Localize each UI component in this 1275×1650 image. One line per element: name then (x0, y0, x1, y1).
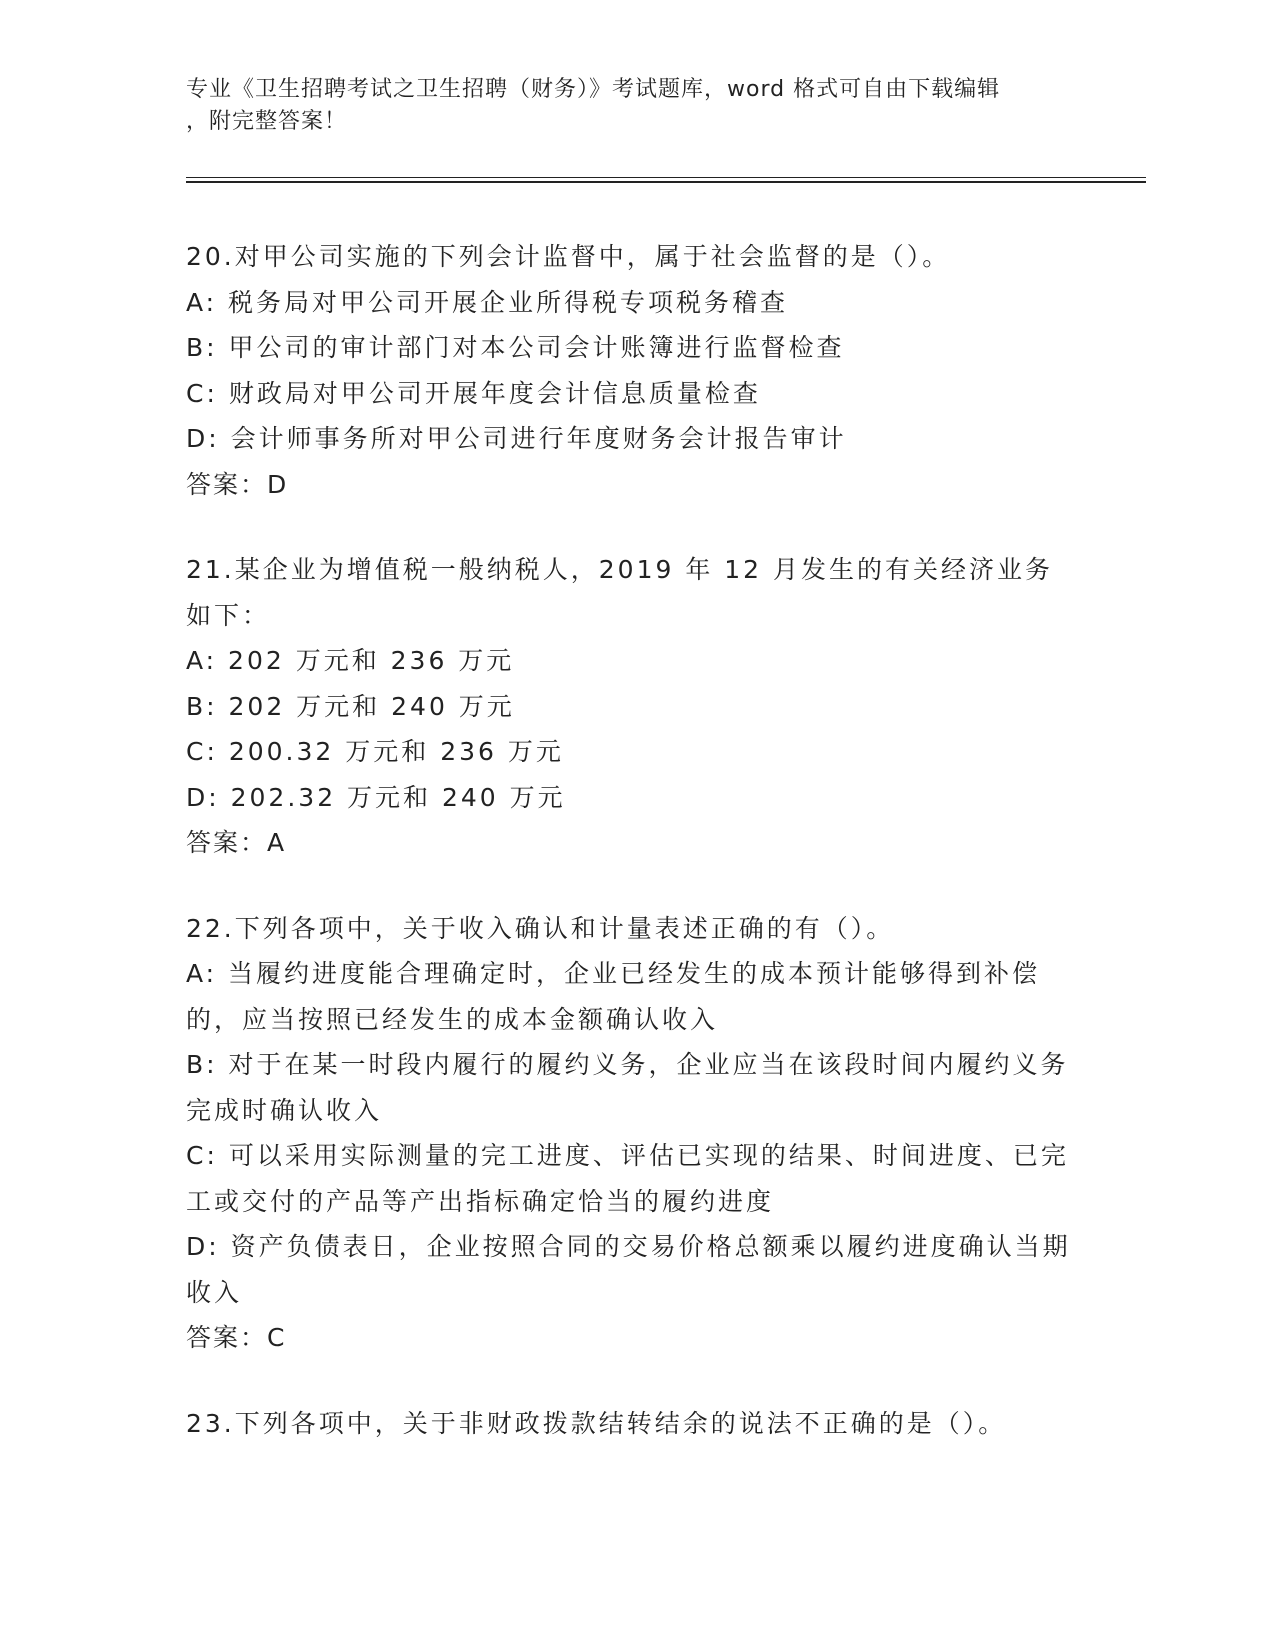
option-b: B: 对于在某一时段内履行的履约义务，企业应当在该段时间内履约义务完成时确认收入 (186, 1050, 1069, 1125)
option-d: D: 202.32 万元和 240 万元 (186, 782, 566, 812)
header-divider-thick (186, 181, 1146, 183)
question-22 (186, 906, 1076, 1361)
option-b: B: 甲公司的审计部门对本公司会计账簿进行监督检查 (186, 333, 845, 362)
question-stem: 23.下列各项中，关于非财政拨款结转结余的说法不正确的是（）。 (186, 1408, 1007, 1438)
answer-label: 答案：A (186, 828, 287, 857)
question-stem: 22.下列各项中，关于收入确认和计量表述正确的有（）。 (186, 913, 895, 943)
question-21 (186, 547, 1076, 866)
answer-label: 答案：C (186, 1323, 287, 1352)
option-d: D: 会计师事务所对甲公司进行年度财务会计报告审计 (186, 424, 847, 453)
question-list (186, 234, 1076, 1486)
question-stem: 20.对甲公司实施的下列会计监督中，属于社会监督的是（）。 (186, 242, 951, 271)
option-b: B: 202 万元和 240 万元 (186, 691, 515, 721)
question-stem: 21.某企业为增值税一般纳税人，2019 年 12 月发生的有关经济业务如下： (186, 555, 1054, 630)
header-line-2: ，附完整答案！ (186, 109, 348, 134)
option-c: C: 财政局对甲公司开展年度会计信息质量检查 (186, 378, 761, 408)
question-23 (186, 1401, 1076, 1447)
question-20 (186, 234, 1076, 507)
option-a: A: 202 万元和 236 万元 (186, 646, 515, 675)
option-d: D: 资产负债表日，企业按照合同的交易价格总额乘以履约进度确认当期收入 (186, 1232, 1071, 1307)
header-divider-thin (186, 177, 1146, 178)
document-header (186, 74, 1066, 138)
header-line-1: 专业《卫生招聘考试之卫生招聘（财务）》考试题库，word 格式可自由下载编辑 (186, 77, 1001, 102)
answer-label: 答案：D (186, 469, 289, 499)
option-a: A: 当履约进度能合理确定时，企业已经发生的成本预计能够得到补偿的，应当按照已经发生的成本金额确认收入 (186, 959, 1041, 1034)
option-a: A: 税务局对甲公司开展企业所得税专项税务稽查 (186, 287, 789, 317)
option-c: C: 200.32 万元和 236 万元 (186, 737, 564, 766)
option-c: C: 可以采用实际测量的完工进度、评估已实现的结果、时间进度、已完工或交付的产品等产出指标确定恰当的履约进度 (186, 1141, 1069, 1216)
